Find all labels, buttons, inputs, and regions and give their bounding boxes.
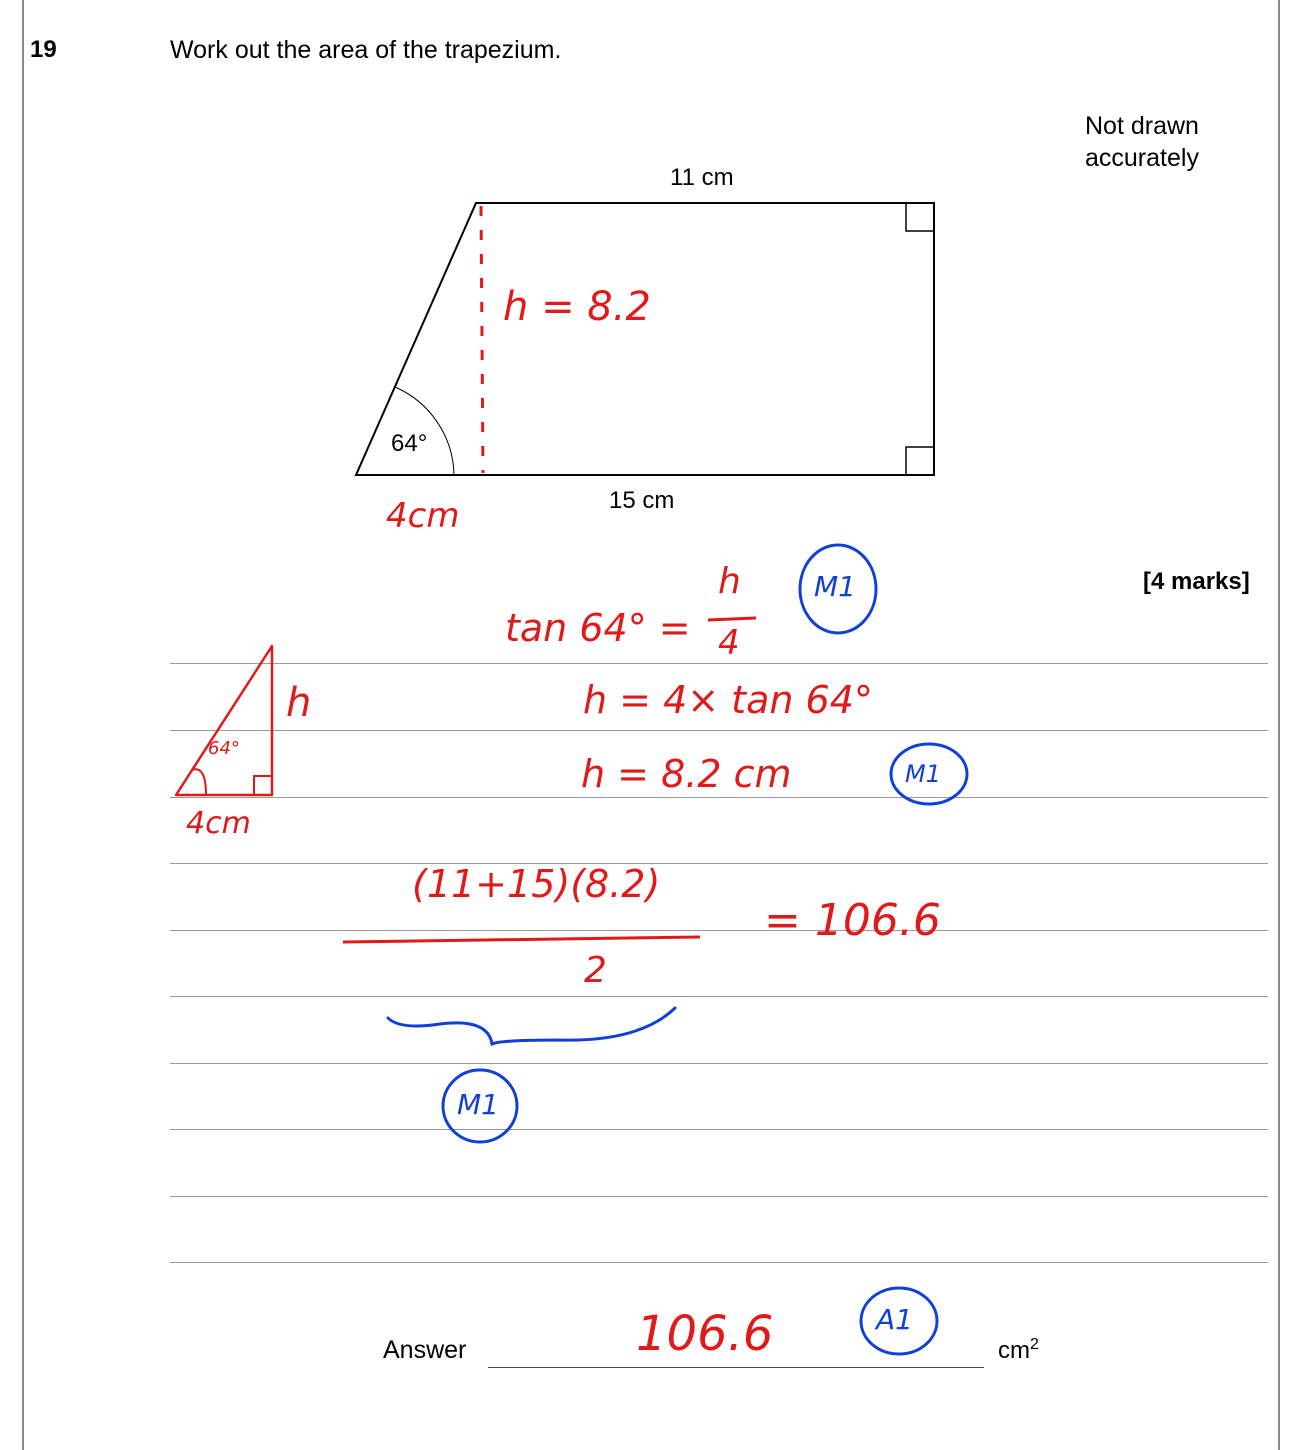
- marks-label: [4 marks]: [1143, 568, 1250, 595]
- area-result: = 106.6: [764, 895, 941, 946]
- sketch-triangle: [176, 646, 272, 795]
- answer-input-line[interactable]: [488, 1367, 984, 1368]
- height-annotation: h = 8.2: [503, 284, 651, 330]
- sketch-angle-arc: [192, 769, 206, 795]
- answer-unit: [998, 1336, 1039, 1365]
- angle-label: 64°: [391, 430, 428, 457]
- sketch-base-label: 4cm: [186, 806, 251, 841]
- unit-power: 2: [1030, 1336, 1039, 1353]
- area-numerator: (11+15)(8.2): [412, 862, 661, 906]
- tan-fraction-bar: [708, 618, 756, 620]
- final-answer-value: 106.6: [636, 1306, 774, 1362]
- tan-equation-lhs: tan 64° =: [505, 606, 691, 650]
- area-denominator: 2: [584, 950, 607, 991]
- area-fraction-bar: [343, 937, 700, 942]
- sketch-angle-label: 64°: [208, 738, 240, 759]
- working-step-3: h = 8.2 cm: [581, 752, 792, 796]
- tan-numerator: h: [718, 561, 741, 602]
- sketch-right-angle: [254, 776, 272, 795]
- working-step-2: h = 4× tan 64°: [583, 678, 873, 722]
- sketch-height-label: h: [286, 680, 312, 726]
- mark-label-a1: A1: [876, 1303, 913, 1336]
- tan-denominator: 4: [718, 623, 740, 663]
- mark-label-m1-first: M1: [814, 570, 856, 603]
- top-side-label: 11 cm: [670, 164, 734, 191]
- question-text: Work out the area of the trapezium.: [170, 36, 562, 64]
- note-line-2: accurately: [1085, 144, 1199, 172]
- method-brace: [388, 1008, 675, 1044]
- mark-label-m1-third: M1: [457, 1088, 499, 1121]
- base-segment-annotation: 4cm: [386, 496, 460, 536]
- question-number: 19: [30, 36, 57, 63]
- bottom-side-label: 15 cm: [609, 487, 675, 514]
- answer-label: Answer: [383, 1336, 467, 1364]
- mark-label-m1-second: M1: [905, 760, 941, 788]
- unit-base: cm: [998, 1337, 1030, 1364]
- note-line-1: Not drawn: [1085, 112, 1199, 140]
